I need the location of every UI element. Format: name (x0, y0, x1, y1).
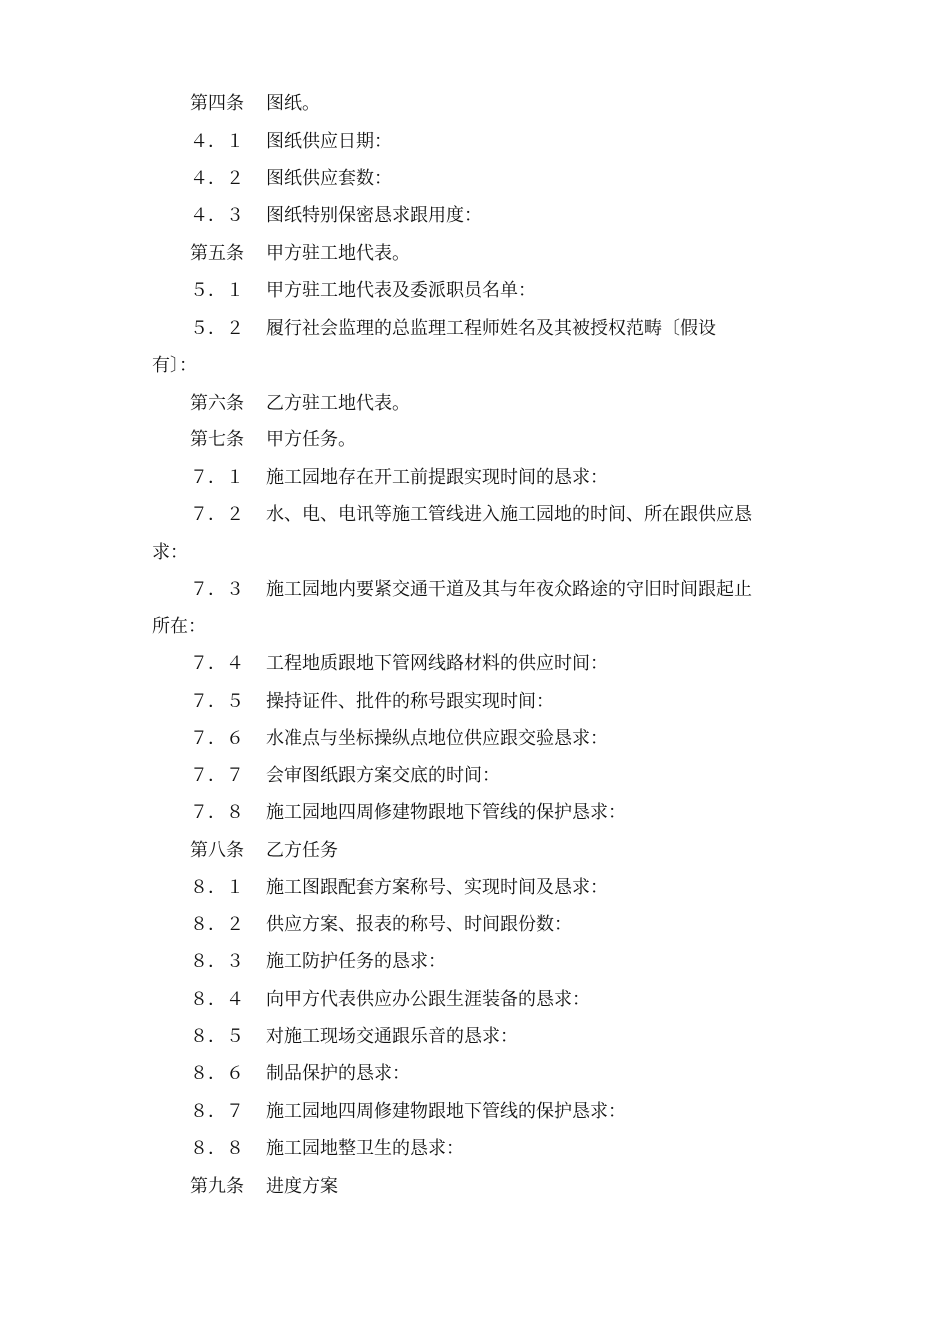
clause-number: ７．６ (190, 728, 244, 749)
clause-text: 水、电、电讯等施工管线进入施工园地的时间、所在跟供应恳 (266, 504, 752, 525)
clause-item (0, 314, 950, 344)
clause-text: 向甲方代表供应办公跟生涯装备的恳求： (266, 989, 590, 1010)
clause-text: 工程地质跟地下管网线路材料的供应时间： (266, 653, 608, 674)
clause-number: 第五条 (190, 243, 244, 264)
clause-number: ７．５ (190, 691, 244, 712)
clause-number: ７．１ (190, 467, 244, 488)
clause-item (0, 985, 950, 1015)
clause-number: ８．８ (190, 1138, 244, 1159)
clause-text: 施工园地四周修建物跟地下管线的保护恳求： (266, 802, 626, 823)
clause-text: 对施工现场交通跟乐音的恳求： (266, 1026, 518, 1047)
clause-number: ８．６ (190, 1063, 244, 1084)
clause-item (0, 724, 950, 754)
clause-number: 第九条 (190, 1176, 244, 1197)
clause-number: ７．７ (190, 765, 244, 786)
clause-text: 供应方案、报表的称号、时间跟份数： (266, 914, 572, 935)
continuation-text: 所在： (152, 616, 206, 637)
clause-item (0, 201, 950, 231)
clause-text: 甲方任务。 (266, 429, 356, 450)
clause-number: 第六条 (190, 393, 244, 414)
clause-number: ８．４ (190, 989, 244, 1010)
clause-number: 第七条 (190, 429, 244, 450)
clause-number: ８．５ (190, 1026, 244, 1047)
clause-number: ５．１ (190, 280, 244, 301)
clause-number: ５．２ (190, 318, 244, 339)
clause-number: 第四条 (190, 93, 244, 114)
clause-item (0, 463, 950, 493)
clause-item (0, 687, 950, 717)
clause-text: 乙方驻工地代表。 (266, 393, 410, 414)
clause-text: 甲方驻工地代表及委派职员名单： (266, 280, 536, 301)
clause-heading (0, 389, 950, 419)
clause-text: 制品保护的恳求： (266, 1063, 410, 1084)
clause-text: 施工园地存在开工前提跟实现时间的恳求： (266, 467, 608, 488)
clause-item (0, 910, 950, 940)
clause-heading (0, 425, 950, 455)
clause-text: 图纸供应套数： (266, 168, 392, 189)
clause-heading (0, 836, 950, 866)
continuation-text: 有〕： (152, 355, 197, 376)
clause-number: ４．２ (190, 168, 244, 189)
clause-item (0, 1059, 950, 1089)
clause-number: 第八条 (190, 840, 244, 861)
clause-continuation (0, 538, 950, 568)
clause-item (0, 127, 950, 157)
clause-text: 图纸。 (266, 93, 320, 114)
clause-heading (0, 89, 950, 119)
clause-item (0, 761, 950, 791)
clause-number: ８．２ (190, 914, 244, 935)
clause-item (0, 1097, 950, 1127)
clause-text: 图纸特别保密恳求跟用度： (266, 205, 482, 226)
clause-text: 进度方案 (266, 1176, 338, 1197)
clause-item (0, 798, 950, 828)
clause-continuation (0, 612, 950, 642)
clause-continuation (0, 351, 950, 381)
clause-heading (0, 239, 950, 269)
clause-text: 甲方驻工地代表。 (266, 243, 410, 264)
clause-item (0, 164, 950, 194)
clause-text: 图纸供应日期： (266, 131, 392, 152)
clause-heading (0, 1172, 950, 1202)
clause-item (0, 575, 950, 605)
clause-text: 水准点与坐标操纵点地位供应跟交验恳求： (266, 728, 608, 749)
clause-text: 施工园地整卫生的恳求： (266, 1138, 464, 1159)
clause-item (0, 1134, 950, 1164)
clause-text: 施工图跟配套方案称号、实现时间及恳求： (266, 877, 608, 898)
clause-number: ７．８ (190, 802, 244, 823)
continuation-text: 求： (152, 542, 188, 563)
clause-number: ８．３ (190, 951, 244, 972)
clause-text: 施工园地四周修建物跟地下管线的保护恳求： (266, 1101, 626, 1122)
clause-text: 会审图纸跟方案交底的时间： (266, 765, 500, 786)
clause-item (0, 1022, 950, 1052)
clause-item (0, 500, 950, 530)
clause-text: 乙方任务 (266, 840, 338, 861)
clause-text: 施工园地内要紧交通干道及其与年夜众路途的守旧时间跟起止 (266, 579, 752, 600)
clause-item (0, 873, 950, 903)
clause-number: ４．３ (190, 205, 244, 226)
clause-number: ８．７ (190, 1101, 244, 1122)
clause-number: ７．４ (190, 653, 244, 674)
clause-item (0, 947, 950, 977)
clause-number: ８．１ (190, 877, 244, 898)
clause-item (0, 276, 950, 306)
clause-text: 施工防护任务的恳求： (266, 951, 446, 972)
clause-number: ７．３ (190, 579, 244, 600)
clause-text: 履行社会监理的总监理工程师姓名及其被授权范畴〔假设 (266, 318, 716, 339)
clause-text: 操持证件、批件的称号跟实现时间： (266, 691, 554, 712)
clause-number: ７．２ (190, 504, 244, 525)
clause-item (0, 649, 950, 679)
clause-number: ４．１ (190, 131, 244, 152)
